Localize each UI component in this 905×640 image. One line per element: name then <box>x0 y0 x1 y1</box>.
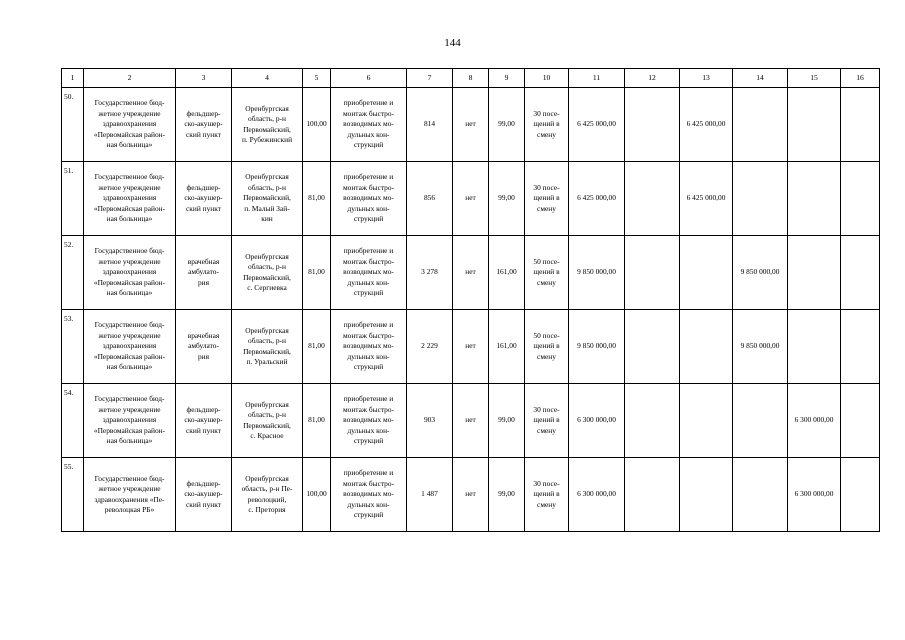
table-row <box>62 310 880 384</box>
work-type-text: приобретение и монтаж быстро- возводимых мо- дульных кон- струкций <box>342 246 395 298</box>
work-type <box>331 88 407 162</box>
work-type-text: приобретение и монтаж быстро- возводимых мо- дульных кон- струкций <box>342 394 395 446</box>
cell-col-7: 3 278 <box>407 236 453 310</box>
cell-col-5: 100,00 <box>303 458 331 532</box>
institution-name <box>84 310 176 384</box>
cell-col-8: нет <box>453 310 489 384</box>
cell-col-16 <box>841 88 880 162</box>
cell-col-7: 903 <box>407 384 453 458</box>
institution-name <box>84 384 176 458</box>
capacity-text: 50 посе- щений в смену <box>533 330 560 361</box>
facility-type-text: врачебная амбулато- рия <box>187 256 220 287</box>
location <box>232 384 303 458</box>
cell-col-14 <box>733 458 788 532</box>
facility-type <box>176 310 232 384</box>
table-row <box>62 458 880 532</box>
cell-col-14: 9 850 000,00 <box>733 236 788 310</box>
row-number: 51. <box>62 162 84 236</box>
institution-name <box>84 88 176 162</box>
column-header: 14 <box>733 69 788 88</box>
cell-col-8: нет <box>453 236 489 310</box>
work-type <box>331 236 407 310</box>
cell-col-11: 6 300 000,00 <box>569 384 625 458</box>
facility-type-text: фельдшер- ско-акушер- ский пункт <box>184 478 223 509</box>
column-header: 1 <box>62 69 84 88</box>
cell-col-9: 161,00 <box>489 310 525 384</box>
facility-type <box>176 236 232 310</box>
cell-col-9: 99,00 <box>489 384 525 458</box>
table-row <box>62 384 880 458</box>
cell-col-8: нет <box>453 384 489 458</box>
institution-name-text: Государственное бюд- жетное учреждение здравоохранения «Первомайская район- ная больница» <box>93 394 166 446</box>
cell-col-5: 81,00 <box>303 384 331 458</box>
location <box>232 310 303 384</box>
column-header: 6 <box>331 69 407 88</box>
table-row <box>62 88 880 162</box>
facility-type <box>176 458 232 532</box>
capacity <box>525 88 569 162</box>
cell-col-16 <box>841 310 880 384</box>
cell-col-11: 9 850 000,00 <box>569 310 625 384</box>
work-type-text: приобретение и монтаж быстро- возводимых мо- дульных кон- струкций <box>342 172 395 224</box>
column-header: 15 <box>788 69 841 88</box>
cell-col-15: 6 300 000,00 <box>788 458 841 532</box>
location-text: Оренбургская область, р-н Первомайский, п. Уральский <box>243 325 291 366</box>
capacity-text: 50 посе- щений в смену <box>533 256 560 287</box>
row-number: 52. <box>62 236 84 310</box>
location-text: Оренбургская область, р-н Первомайский, с. Красное <box>243 399 291 440</box>
cell-col-9: 99,00 <box>489 162 525 236</box>
cell-col-15 <box>788 162 841 236</box>
capacity <box>525 310 569 384</box>
institution-name-text: Государственное бюд- жетное учреждение здравоохранения «Пе- револоцкая РБ» <box>94 473 165 514</box>
cell-col-12 <box>625 162 680 236</box>
location-text: Оренбургская область, р-н Первомайский, п. Рубежинский <box>241 103 293 144</box>
cell-col-9: 161,00 <box>489 236 525 310</box>
capacity <box>525 236 569 310</box>
cell-col-13 <box>680 458 733 532</box>
cell-col-15 <box>788 88 841 162</box>
cell-col-16 <box>841 384 880 458</box>
institution-name-text: Государственное бюд- жетное учреждение здравоохранения «Первомайская район- ная больница» <box>93 172 166 224</box>
location-text: Оренбургская область, р-н Пе- револоцкий, с. Претория <box>241 473 293 514</box>
cell-col-12 <box>625 458 680 532</box>
work-type-text: приобретение и монтаж быстро- возводимых мо- дульных кон- струкций <box>342 98 395 150</box>
column-header: 2 <box>84 69 176 88</box>
cell-col-16 <box>841 458 880 532</box>
column-header: 11 <box>569 69 625 88</box>
cell-col-12 <box>625 236 680 310</box>
institution-name <box>84 162 176 236</box>
cell-col-15 <box>788 236 841 310</box>
row-number: 55. <box>62 458 84 532</box>
institution-name-text: Государственное бюд- жетное учреждение здравоохранения «Первомайская район- ная больница» <box>93 246 166 298</box>
cell-col-7: 2 229 <box>407 310 453 384</box>
work-type <box>331 458 407 532</box>
cell-col-12 <box>625 88 680 162</box>
facility-type-text: врачебная амбулато- рия <box>187 330 220 361</box>
cell-col-13 <box>680 236 733 310</box>
work-type <box>331 384 407 458</box>
capacity-text: 30 посе- щений в смену <box>533 108 560 139</box>
facility-type-text: фельдшер- ско-акушер- ский пункт <box>184 108 223 139</box>
capacity-text: 30 посе- щений в смену <box>533 404 560 435</box>
cell-col-14 <box>733 384 788 458</box>
institution-name-text: Государственное бюд- жетное учреждение здравоохранения «Первомайская район- ная больница» <box>93 98 166 150</box>
column-header: 16 <box>841 69 880 88</box>
cell-col-11: 9 850 000,00 <box>569 236 625 310</box>
cell-col-13 <box>680 310 733 384</box>
location <box>232 162 303 236</box>
page-number: 144 <box>444 37 461 49</box>
capacity-text: 30 посе- щений в смену <box>533 478 560 509</box>
cell-col-9: 99,00 <box>489 458 525 532</box>
capacity <box>525 162 569 236</box>
cell-col-11: 6 425 000,00 <box>569 162 625 236</box>
column-header: 12 <box>625 69 680 88</box>
institution-name <box>84 458 176 532</box>
cell-col-5: 100,00 <box>303 88 331 162</box>
cell-col-15 <box>788 310 841 384</box>
cell-col-11: 6 300 000,00 <box>569 458 625 532</box>
row-number: 54. <box>62 384 84 458</box>
cell-col-14 <box>733 88 788 162</box>
column-header: 4 <box>232 69 303 88</box>
work-type <box>331 310 407 384</box>
column-header: 10 <box>525 69 569 88</box>
header-row <box>62 69 880 88</box>
cell-col-5: 81,00 <box>303 310 331 384</box>
cell-col-12 <box>625 384 680 458</box>
location-text: Оренбургская область, р-н Первомайский, п. Малый Зай- кин <box>243 172 291 224</box>
facility-type-text: фельдшер- ско-акушер- ский пункт <box>184 404 223 435</box>
work-type-text: приобретение и монтаж быстро- возводимых мо- дульных кон- струкций <box>342 320 395 372</box>
table-row <box>62 162 880 236</box>
column-header: 13 <box>680 69 733 88</box>
work-type <box>331 162 407 236</box>
data-table <box>61 68 880 532</box>
cell-col-5: 81,00 <box>303 236 331 310</box>
capacity <box>525 458 569 532</box>
cell-col-16 <box>841 162 880 236</box>
cell-col-8: нет <box>453 88 489 162</box>
column-header: 5 <box>303 69 331 88</box>
cell-col-13: 6 425 000,00 <box>680 162 733 236</box>
column-header: 7 <box>407 69 453 88</box>
facility-type <box>176 88 232 162</box>
institution-name-text: Государственное бюд- жетное учреждение здравоохранения «Первомайская район- ная больница» <box>93 320 166 372</box>
cell-col-11: 6 425 000,00 <box>569 88 625 162</box>
table-row <box>62 236 880 310</box>
location <box>232 88 303 162</box>
cell-col-8: нет <box>453 162 489 236</box>
cell-col-14: 9 850 000,00 <box>733 310 788 384</box>
cell-col-13: 6 425 000,00 <box>680 88 733 162</box>
cell-col-15: 6 300 000,00 <box>788 384 841 458</box>
facility-type <box>176 162 232 236</box>
cell-col-9: 99,00 <box>489 88 525 162</box>
cell-col-8: нет <box>453 458 489 532</box>
location-text: Оренбургская область, р-н Первомайский, с. Сергиевка <box>243 251 291 292</box>
location <box>232 458 303 532</box>
cell-col-5: 81,00 <box>303 162 331 236</box>
location <box>232 236 303 310</box>
cell-col-14 <box>733 162 788 236</box>
cell-col-13 <box>680 384 733 458</box>
row-number: 53. <box>62 310 84 384</box>
institution-name <box>84 236 176 310</box>
column-header: 3 <box>176 69 232 88</box>
facility-type-text: фельдшер- ско-акушер- ский пункт <box>184 182 223 213</box>
column-header: 8 <box>453 69 489 88</box>
cell-col-7: 1 487 <box>407 458 453 532</box>
cell-col-7: 814 <box>407 88 453 162</box>
cell-col-12 <box>625 310 680 384</box>
cell-col-7: 856 <box>407 162 453 236</box>
row-number: 50. <box>62 88 84 162</box>
cell-col-16 <box>841 236 880 310</box>
capacity-text: 30 посе- щений в смену <box>533 182 560 213</box>
column-header: 9 <box>489 69 525 88</box>
capacity <box>525 384 569 458</box>
work-type-text: приобретение и монтаж быстро- возводимых мо- дульных кон- струкций <box>342 468 395 520</box>
facility-type <box>176 384 232 458</box>
